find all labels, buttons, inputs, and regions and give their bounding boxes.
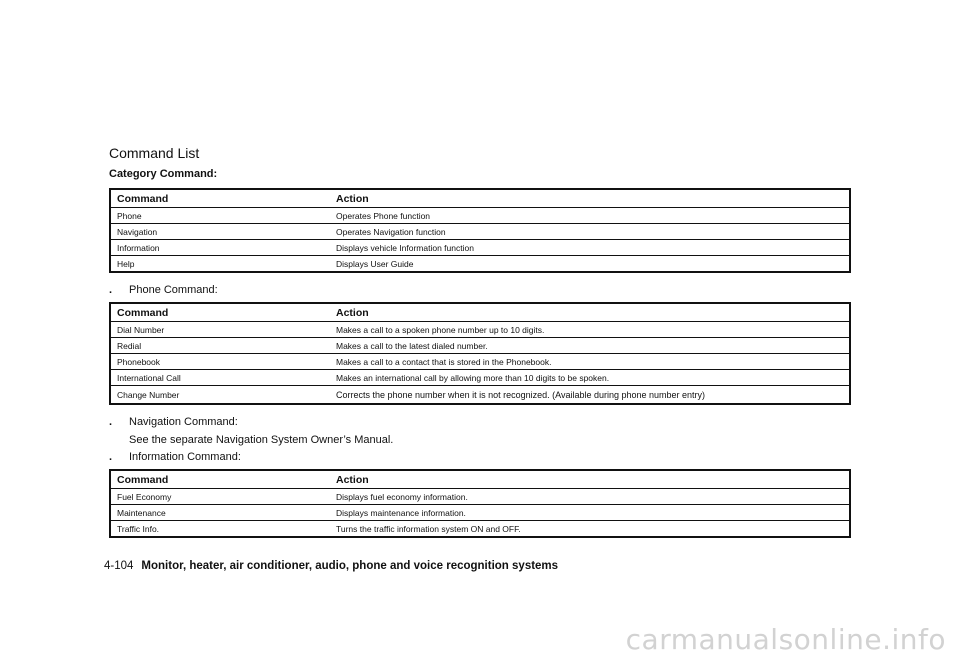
action-cell: Makes an international call by allowing more than 10 digits to be spoken. (330, 370, 850, 386)
table-header-row (110, 303, 850, 322)
command-cell: Phone (110, 208, 330, 224)
category-command-table (109, 188, 851, 273)
column-header-action: Action (330, 303, 850, 322)
navigation-note: See the separate Navigation System Owner’s Manual. (129, 434, 394, 446)
category-command-heading: Category Command: (109, 168, 218, 180)
bullet-text: Navigation Command: (129, 416, 238, 428)
action-cell: Makes a call to a contact that is stored in the Phonebook. (330, 354, 850, 370)
command-cell: Navigation (110, 224, 330, 240)
table-row (110, 224, 850, 240)
command-cell: Help (117, 258, 135, 269)
action-cell: Corrects the phone number when it is not recognized. (Available during phone number entry) (336, 389, 706, 400)
bullet-marker: . (109, 284, 113, 296)
section-title: Command List (109, 145, 200, 161)
phone-command-table (109, 302, 851, 405)
column-header-command: Command (110, 303, 330, 322)
action-cell: Operates Phone function (330, 208, 850, 224)
bullet-marker: . (109, 451, 113, 463)
table-row (110, 338, 850, 354)
page-footer (104, 560, 558, 572)
table-row (110, 370, 850, 386)
action-cell: Displays vehicle Information function (330, 240, 850, 256)
table-row (110, 256, 850, 273)
action-cell: Turns the traffic information system ON and OFF. (336, 523, 521, 534)
command-cell: Redial (110, 338, 330, 354)
navigation-command-bullet (109, 416, 238, 428)
command-cell: Traffic Info. (117, 523, 160, 534)
information-command-bullet (109, 451, 241, 463)
bullet-text: Phone Command: (129, 284, 218, 296)
command-cell: Information (110, 240, 330, 256)
table-row (110, 322, 850, 338)
table-row (110, 386, 850, 405)
action-cell: Displays maintenance information. (330, 505, 850, 521)
phone-command-bullet (109, 284, 218, 296)
action-cell: Displays User Guide (336, 258, 414, 269)
command-cell: Dial Number (110, 322, 330, 338)
action-cell: Operates Navigation function (330, 224, 850, 240)
column-header-command: Command (110, 470, 330, 489)
action-cell: Makes a call to the latest dialed number. (330, 338, 850, 354)
table-row (110, 521, 850, 538)
command-cell: Fuel Economy (110, 489, 330, 505)
page-number: 4-104 (104, 560, 134, 572)
table-row (110, 240, 850, 256)
table-row (110, 505, 850, 521)
command-cell: Phonebook (110, 354, 330, 370)
column-header-command: Command (110, 189, 330, 208)
table-row (110, 208, 850, 224)
column-header-action: Action (330, 470, 850, 489)
action-cell: Displays fuel economy information. (330, 489, 850, 505)
footer-section-title: Monitor, heater, air conditioner, audio, phone and voice recognition systems (141, 560, 559, 572)
table-header-row (110, 470, 850, 489)
column-header-action: Action (330, 189, 850, 208)
bullet-marker: . (109, 416, 113, 428)
information-command-table (109, 469, 851, 538)
table-header-row (110, 189, 850, 208)
watermark: carmanualsonline.info (625, 623, 946, 656)
bullet-text: Information Command: (129, 451, 241, 463)
action-cell: Makes a call to a spoken phone number up to 10 digits. (330, 322, 850, 338)
table-row (110, 354, 850, 370)
command-cell: International Call (110, 370, 330, 386)
command-cell: Change Number (117, 389, 180, 400)
command-cell: Maintenance (110, 505, 330, 521)
table-row (110, 489, 850, 505)
